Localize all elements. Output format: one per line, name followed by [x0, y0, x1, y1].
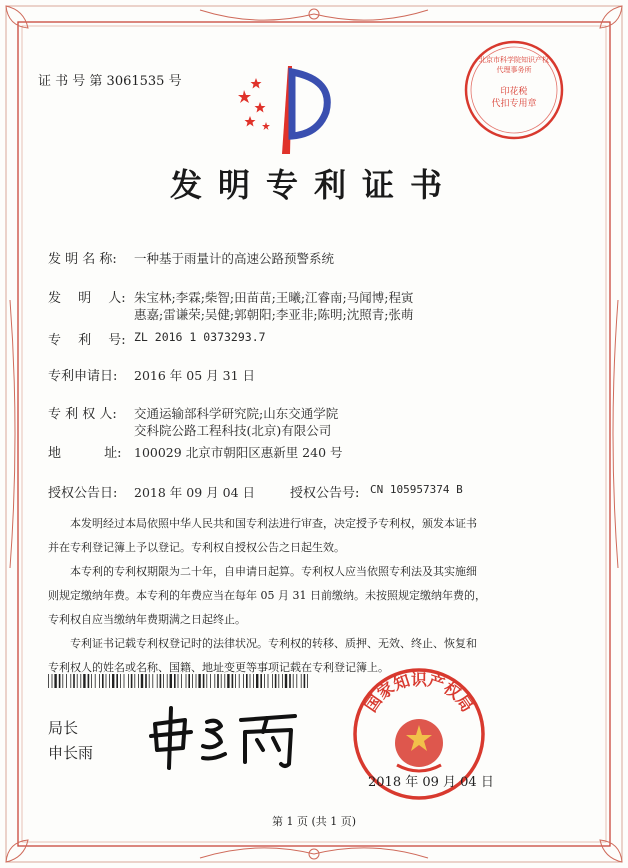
certificate-number	[38, 70, 182, 89]
paragraph-line: 则规定缴纳年费。本专利的年费应当在每年 05 月 31 日前缴纳。未按照规定缴纳年费的，	[48, 589, 486, 602]
barcode	[48, 674, 310, 688]
seal-date: 2018 年 09 月 04 日	[368, 775, 494, 790]
paragraph-line: 专利权自应当缴纳年费期满之日起终止。	[48, 613, 246, 626]
paragraph-legal-status	[48, 632, 588, 680]
svg-text:代扣专用章: 代扣专用章	[491, 99, 537, 109]
paragraph-line: 并在专利登记簿上予以登记。专利权自授权公告之日起生效。	[48, 541, 345, 554]
patent-office-logo	[230, 62, 345, 157]
inventors-label: 发 明 人:	[48, 291, 126, 306]
paragraph-grant	[48, 512, 588, 560]
paragraph-line: 本专利的专利权期限为二十年，自申请日起算。专利权人应当依照专利法及其实施细	[48, 565, 477, 578]
address-value: 100029 北京市朝阳区惠新里 240 号	[134, 445, 343, 460]
svg-text:北京市科学院知识产权: 北京市科学院知识产权	[479, 56, 549, 64]
certificate-title: 发明专利证书	[169, 166, 458, 204]
patentee-label: 专 利 权 人:	[48, 407, 117, 422]
filing-date-label: 专利申请日:	[48, 369, 118, 384]
svg-text:印花税: 印花税	[500, 87, 528, 97]
grant-date-value: 2018 年 09 月 04 日	[134, 485, 255, 500]
paragraph-term	[48, 560, 588, 632]
paragraph-line: 专利证书记载专利权登记时的法律状况。专利权的转移、质押、无效、终止、恢复和	[48, 637, 477, 650]
seal-text: 国家知识产权局	[361, 670, 477, 716]
paragraph-line: 专利权人的姓名或名称、国籍、地址变更等事项记载在专利登记簿上。	[48, 661, 389, 674]
grant-date-label: 授权公告日:	[48, 486, 118, 501]
certificate-number-label: 证 书 号 第	[38, 74, 103, 89]
patentee-line2: 交科院公路工程科技(北京)有限公司	[134, 423, 332, 438]
svg-text:国家知识产权局	[361, 670, 477, 715]
patent-number-label: 专 利 号:	[48, 333, 126, 348]
inventors-line1: 朱宝林;李霖;柴智;田苗苗;王曦;江睿南;马闻博;程寅	[134, 290, 414, 305]
svg-text:代理事务所: 代理事务所	[496, 66, 532, 74]
patentee-line1: 交通运输部科学研究院;山东交通学院	[134, 406, 339, 421]
inventors-line2: 惠嘉;雷谦荣;吴健;郭朝阳;李亚非;陈明;沈照青;张萌	[134, 307, 414, 322]
grant-number-value: CN 105957374 B	[370, 483, 463, 496]
certificate-number-value: 3061535 号	[106, 74, 182, 89]
filing-date-value: 2016 年 05 月 31 日	[134, 368, 255, 383]
invention-name-label: 发 明 名 称:	[48, 252, 117, 267]
page-indicator: 第 1 页 (共 1 页)	[271, 815, 357, 828]
invention-name-value: 一种基于雨量计的高速公路预警系统	[134, 251, 335, 266]
agency-stamp	[462, 38, 566, 142]
signature-name: 申长雨	[48, 744, 94, 762]
paragraph-line: 本发明经过本局依照中华人民共和国专利法进行审查，决定授予专利权，颁发本证书	[48, 517, 477, 530]
signature-role: 局长	[48, 719, 79, 737]
patent-number-value: ZL 2016 1 0373293.7	[134, 330, 266, 344]
handwritten-signature	[145, 702, 305, 772]
address-label: 地 址:	[48, 446, 122, 461]
grant-number-label: 授权公告号:	[290, 486, 360, 501]
